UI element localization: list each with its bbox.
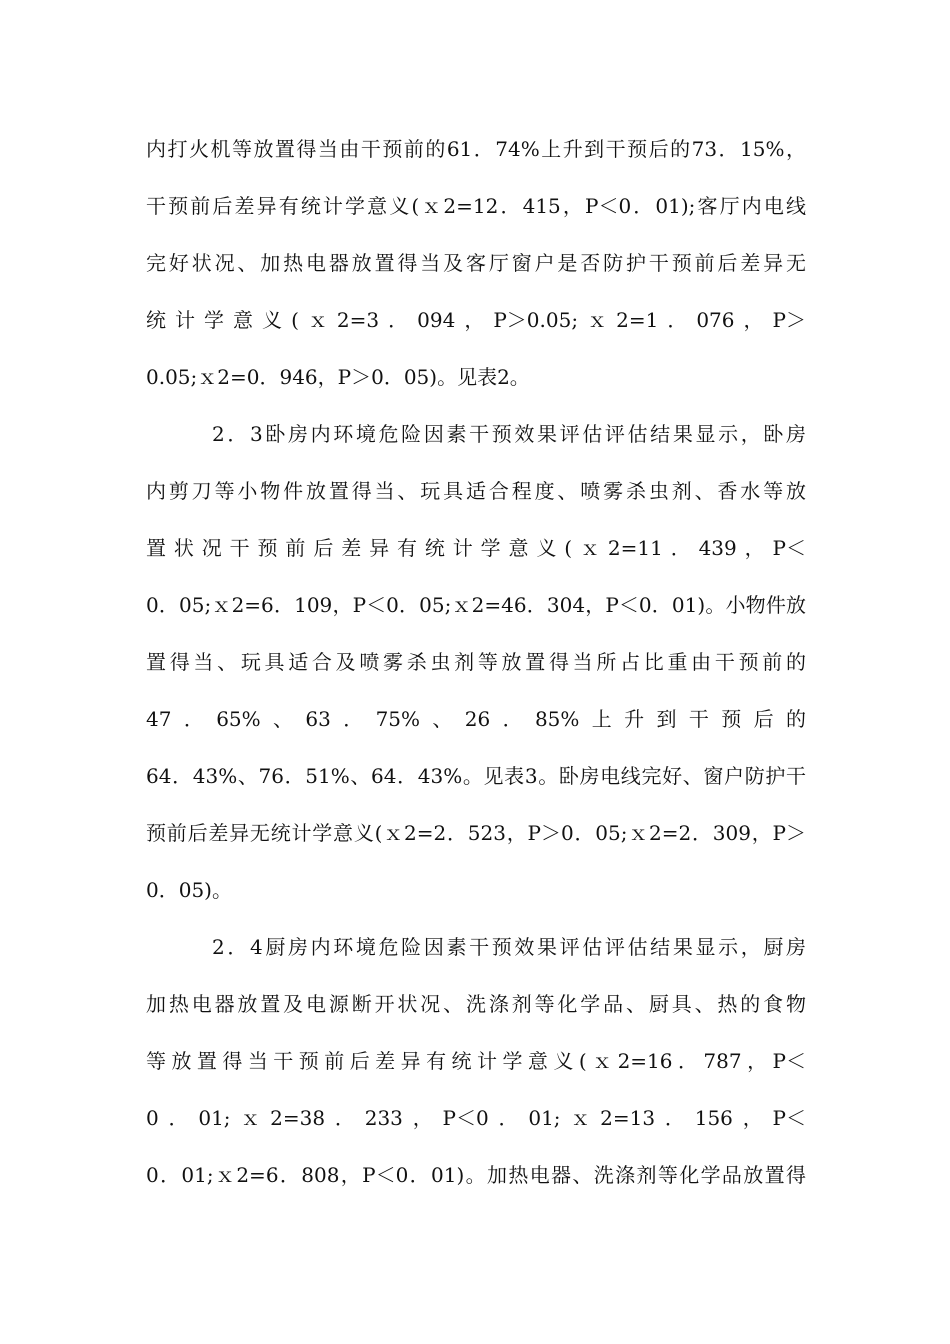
text-line: 0．05)。 [146,878,232,902]
text-line: 内打火机等放置得当由干预前的61．74%上升到干预后的73．15%， [146,137,806,161]
text-line: 内剪刀等小物件放置得当、玩具适合程度、喷雾杀虫剂、香水等放 [146,479,806,503]
paragraph-first-line: 2．3卧房内环境危险因素干预效果评估评估结果显示，卧房 [212,422,806,446]
paragraph-first-line: 2．4厨房内环境危险因素干预效果评估评估结果显示，厨房 [212,935,806,959]
text-line: 统计学意义(ｘ2=3．094，P＞0.05;ｘ2=1．076，P＞ [146,308,806,332]
text-line: 预前后差异无统计学意义(ｘ2=2．523，P＞0．05;ｘ2=2．309，P＞ [146,821,806,845]
text-line: 0.05;ｘ2=0．946，P＞0．05)。见表2。 [146,365,530,389]
text-line: 置状况干预前后差异有统计学意义(ｘ2=11．439，P＜ [146,536,806,560]
text-line: 0．01;ｘ2=38．233，P＜0．01;ｘ2=13．156，P＜ [146,1106,806,1130]
text-line: 0．05;ｘ2=6．109，P＜0．05;ｘ2=46．304，P＜0．01)。小物件放 [146,593,806,617]
text-line: 完好状况、加热电器放置得当及客厅窗户是否防护干预前后差异无 [146,251,806,275]
text-line: 等放置得当干预前后差异有统计学意义(ｘ2=16．787，P＜ [146,1049,806,1073]
text-line: 47．65%、63．75%、26．85%上升到干预后的 [146,707,806,731]
text-line: 加热电器放置及电源断开状况、洗涤剂等化学品、厨具、热的食物 [146,992,806,1016]
text-line: 0．01;ｘ2=6．808，P＜0．01)。加热电器、洗涤剂等化学品放置得 [146,1163,806,1187]
text-line: 干预前后差异有统计学意义(ｘ2=12．415，P＜0．01);客厅内电线 [146,194,806,218]
text-line: 64．43%、76．51%、64．43%。见表3。卧房电线完好、窗户防护干 [146,764,806,788]
text-line: 置得当、玩具适合及喷雾杀虫剂等放置得当所占比重由干预前的 [146,650,806,674]
